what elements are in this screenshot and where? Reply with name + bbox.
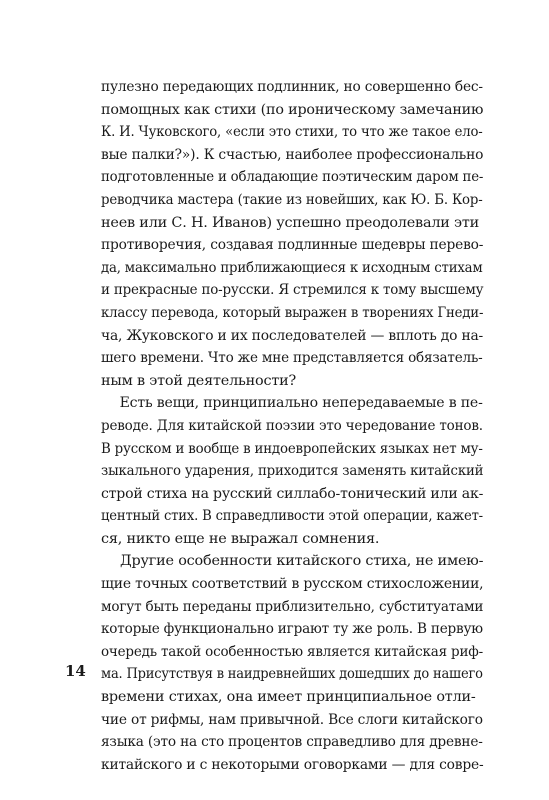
text-line: ма. Присутствуя в наидревнейших дошедших до нашего (101, 666, 483, 683)
text-line: К. И. Чуковского, «если это стихи, то что же такое ело- (101, 124, 483, 141)
text-line: противоречия, создавая подлинные шедевры перево- (101, 237, 484, 254)
text-line: могут быть переданы приблизительно, субституатами (101, 598, 484, 615)
text-line: ным в этой деятельности? (101, 372, 297, 389)
text-line: языка (это на сто процентов справедливо для древне- (101, 734, 483, 751)
text-line: строй стиха на русский силлабо-тонический или ак- (101, 485, 484, 502)
text-line: Есть вещи, принципиально непередаваемые в пе- (119, 395, 483, 412)
text-line: и прекрасные по-русски. Я стремился к тому высшему (101, 282, 484, 299)
text-line: времени стихах, она имеет принципиальное отли- (101, 689, 476, 706)
text-line: вые палки?»). К счастью, наиболее профессионально (101, 146, 484, 163)
text-line: центный стих. В справедливости этой операции, кажет- (101, 508, 483, 525)
text-line: ча, Жуковского и их последователей — вплоть до на- (101, 327, 484, 344)
text-line: Другие особенности китайского стиха, не имею- (120, 553, 484, 570)
text-line: реводе. Для китайской поэзии это чередование тонов. (101, 417, 483, 434)
text-line: помощных как стихи (по ироническому замечанию (101, 101, 484, 118)
text-line: да, максимально приближающиеся к исходным стихам (101, 259, 483, 276)
text-line: зыкального ударения, приходится заменять китайский (101, 463, 484, 480)
text-line: подготовленные и обладающие поэтическим даром пе- (101, 169, 484, 186)
body-text (101, 76, 483, 776)
text-line: шего времени. Что же мне представляется обязатель- (101, 350, 483, 367)
text-line: пулезно передающих подлинник, но совершенно бес- (101, 79, 483, 95)
text-line: щие точных соответствий в русском стихосложении, (101, 576, 484, 593)
text-line: очередь такой особенностью является китайская риф- (101, 643, 483, 660)
page-number: 14 (65, 662, 86, 680)
text-line: чие от рифмы, нам привычной. Все слоги китайского (101, 711, 483, 728)
text-line: реводчика мастера (такие из новейших, как Ю. Б. Кор- (101, 191, 483, 208)
text-line: которые функционально играют ту же роль. В первую (101, 621, 483, 638)
text-line: неев или С. Н. Иванов) успешно преодолевали эти (101, 214, 480, 231)
text-line: классу перевода, который выражен в творениях Гнеди- (101, 304, 484, 321)
text-line: В русском и вообще в индоевропейских языках нет му- (101, 440, 483, 457)
text-line: ся, никто еще не выражал сомнения. (101, 530, 380, 547)
text-line: китайского и с некоторыми оговорками — для совре- (101, 756, 484, 773)
